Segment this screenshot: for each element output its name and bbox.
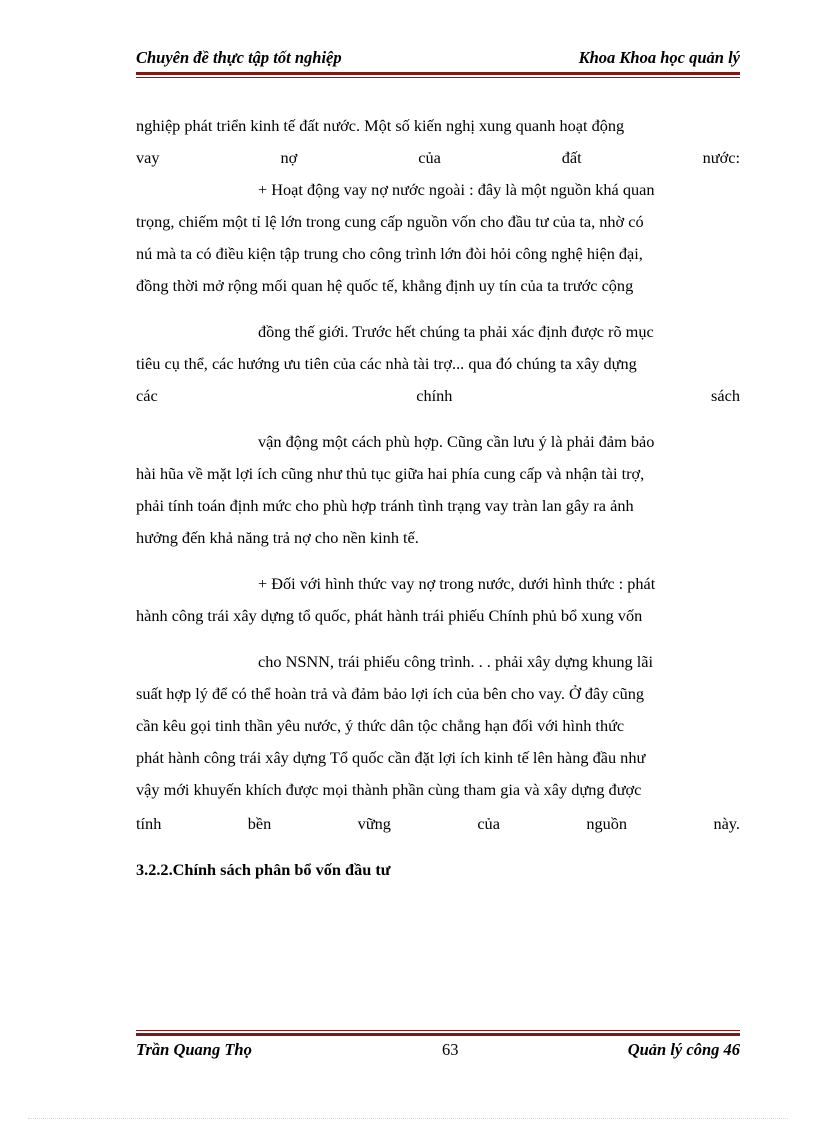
footer-class: Quản lý công 46: [627, 1040, 740, 1059]
word: của: [477, 814, 500, 833]
word: vay: [136, 148, 160, 167]
word: tính: [136, 814, 162, 833]
text-line: hài hũa về mặt lợi ích cũng như thủ tục giữa hai phía cung cấp và nhận tài trợ,: [136, 464, 645, 483]
header-rule-thick: [136, 72, 740, 75]
text-line: + Đối với hình thức vay nợ trong nước, dưới hình thức : phát: [258, 574, 656, 593]
header-rule-thin: [136, 77, 740, 78]
footer-author: Trần Quang Thọ: [136, 1040, 252, 1059]
text-line: phát hành công trái xây dựng Tổ quốc cần đặt lợi ích kinh tế lên hàng đầu như: [136, 748, 646, 767]
text-line: vậy mới khuyến khích được mọi thành phần cùng tham gia và xây dựng được: [136, 780, 642, 799]
text-line: nghiệp phát triển kinh tế đất nước. Một số kiến nghị xung quanh hoạt động: [136, 116, 625, 135]
text-line: cần kêu gọi tinh thần yêu nước, ý thức dân tộc chẳng hạn đối với hình thức: [136, 716, 625, 735]
page-number: 63: [442, 1040, 459, 1059]
text-line: vận động một cách phù hợp. Cũng cần lưu ý là phải đảm bảo: [258, 432, 655, 451]
page-footer: [136, 1040, 740, 1064]
text-line: nú mà ta có điều kiện tập trung cho công trình lớn đòi hỏi công nghệ hiện đại,: [136, 244, 643, 263]
text-line: suất hợp lý để có thể hoàn trả và đảm bảo lợi ích của bên cho vay. Ở đây cũng: [136, 684, 645, 703]
word: chính: [416, 386, 453, 405]
word: của: [418, 148, 441, 167]
text-line: phải tính toán định mức cho phù hợp tránh tình trạng vay tràn lan gây ra ảnh: [136, 496, 634, 515]
section-heading: 3.2.2.Chính sách phân bổ vốn đầu tư: [136, 860, 391, 879]
word: đất: [561, 148, 582, 167]
word: sách: [711, 386, 740, 405]
word: nợ: [280, 148, 298, 167]
word: các: [136, 386, 158, 405]
text-line: đồng thời mở rộng mối quan hệ quốc tế, khẳng định uy tín của ta trước cộng: [136, 276, 634, 295]
header-title: Chuyên đề thực tập tốt nghiệp: [136, 48, 342, 67]
text-line: cho NSNN, trái phiếu công trình. . . phải xây dựng khung lãi: [258, 652, 653, 671]
text-line: + Hoạt động vay nợ nước ngoài : đây là một nguồn khá quan: [258, 180, 655, 199]
word: bền: [247, 814, 272, 833]
page-edge-divider: [28, 1118, 788, 1119]
word: nước:: [702, 148, 740, 167]
text-line: trọng, chiếm một tỉ lệ lớn trong cung cấp nguồn vốn cho đầu tư của ta, nhờ có: [136, 212, 644, 231]
footer-rule-thin: [136, 1030, 740, 1031]
justified-line: [136, 386, 740, 406]
word: vững: [357, 814, 391, 833]
header-faculty: Khoa Khoa học quản lý: [578, 48, 740, 67]
word: này.: [713, 814, 740, 833]
page-header: [136, 48, 740, 70]
text-line: đồng thế giới. Trước hết chúng ta phải xác định được rõ mục: [258, 322, 654, 341]
justified-line: [136, 148, 740, 168]
word: nguồn: [586, 814, 628, 833]
text-line: tiêu cụ thể, các hướng ưu tiên của các nhà tài trợ... qua đó chúng ta xây dựng: [136, 354, 637, 373]
text-line: hành công trái xây dựng tổ quốc, phát hành trái phiếu Chính phủ bổ xung vốn: [136, 606, 643, 625]
justified-line: [136, 814, 740, 834]
footer-rule-thick: [136, 1033, 740, 1036]
text-line: hưởng đến khả năng trả nợ cho nền kinh tế.: [136, 528, 419, 547]
